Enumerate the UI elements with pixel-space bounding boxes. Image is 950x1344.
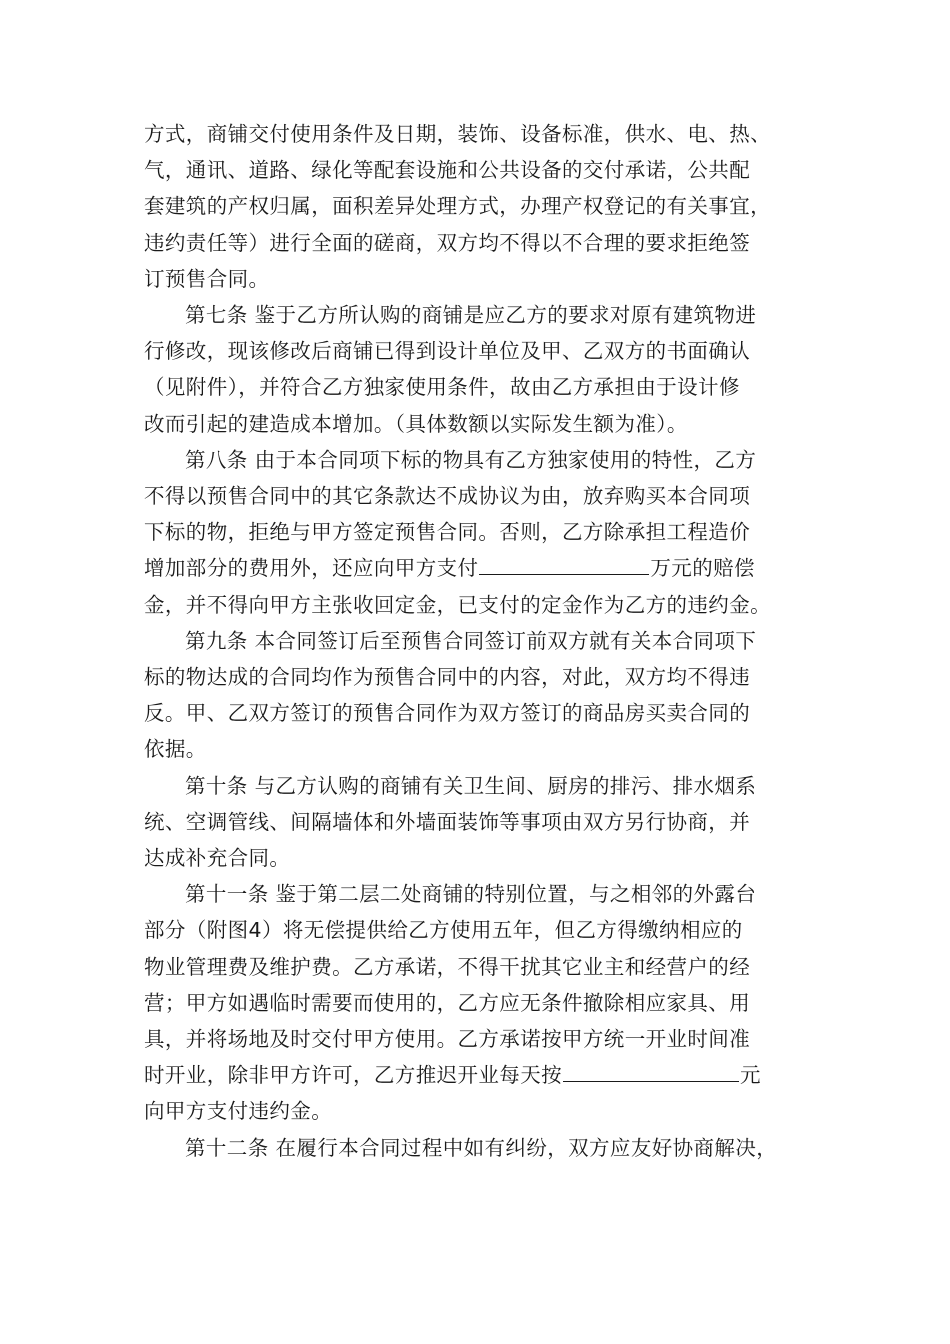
- text-segment: 万元的赔偿: [650, 556, 755, 581]
- text-line: 不得以预售合同中的其它条款达不成协议为由，放弃购买本合同项: [144, 484, 751, 509]
- text-line: 第九条 本合同签订后至预售合同签订前双方就有关本合同项下: [185, 628, 757, 653]
- text-line: 第七条 鉴于乙方所认购的商铺是应乙方的要求对原有建筑物进: [185, 303, 757, 328]
- text-line: 依据。: [144, 737, 207, 762]
- text-line: 部分（附图4）将无偿提供给乙方使用五年，但乙方得缴纳相应的: [144, 918, 743, 943]
- paragraph-article-7: [144, 297, 824, 442]
- text-line: 反。甲、乙双方签订的预售合同作为双方签订的商品房买卖合同的: [144, 701, 751, 726]
- text-line: 第八条 由于本合同项下标的物具有乙方独家使用的特性，乙方: [185, 447, 757, 472]
- text-segment: 时开业，除非甲方许可，乙方推迟开业每天按: [144, 1063, 562, 1088]
- text-line: 套建筑的产权归属，面积差异处理方式，办理产权登记的有关事宜，: [144, 194, 771, 219]
- text-line: 下标的物，拒绝与甲方签定预售合同。否则，乙方除承担工程造价: [144, 520, 751, 545]
- text-line: 物业管理费及维护费。乙方承诺，不得干扰其它业主和经营户的经: [144, 954, 751, 979]
- text-line: 达成补充合同。: [144, 846, 291, 871]
- fill-in-blank: [563, 1059, 739, 1082]
- text-line-with-blank: [144, 550, 824, 586]
- text-segment: 元: [740, 1063, 761, 1088]
- text-line: 具，并将场地及时交付甲方使用。乙方承诺按甲方统一开业时间准: [144, 1027, 751, 1052]
- text-line: 营；甲方如遇临时需要而使用的，乙方应无条件撤除相应家具、用: [144, 990, 751, 1015]
- paragraph-article-8: [144, 442, 824, 623]
- text-line-with-blank: [144, 1057, 824, 1093]
- text-line: 金，并不得向甲方主张收回定金，已支付的定金作为乙方的违约金。: [144, 592, 771, 617]
- text-line: 行修改，现该修改后商铺已得到设计单位及甲、乙双方的书面确认: [144, 339, 751, 364]
- text-line: 第十一条 鉴于第二层二处商铺的特别位置，与之相邻的外露台: [185, 882, 757, 907]
- text-line: 违约责任等）进行全面的磋商，双方均不得以不合理的要求拒绝签: [144, 230, 751, 255]
- text-line: 气，通讯、道路、绿化等配套设施和公共设备的交付承诺，公共配: [144, 158, 751, 183]
- text-line: 改而引起的建造成本增加。（具体数额以实际发生额为准）。: [144, 411, 688, 436]
- document-body: [144, 116, 824, 1166]
- text-line: （见附件），并符合乙方独家使用条件，故由乙方承担由于设计修: [144, 375, 740, 400]
- text-line: 统、空调管线、间隔墙体和外墙面装饰等事项由双方另行协商，并: [144, 809, 751, 834]
- paragraph-article-11: [144, 876, 824, 1129]
- text-line: 第十条 与乙方认购的商铺有关卫生间、厨房的排污、排水烟系: [185, 773, 757, 798]
- text-segment: 增加部分的费用外，还应向甲方支付: [144, 556, 479, 581]
- text-line: 第十二条 在履行本合同过程中如有纠纷，双方应友好协商解决，: [185, 1135, 778, 1160]
- text-line: 订预售合同。: [144, 266, 270, 291]
- text-line: 标的物达成的合同均作为预售合同中的内容，对此，双方均不得违: [144, 665, 751, 690]
- paragraph-article-12: [144, 1130, 824, 1166]
- paragraph-continuation: [144, 116, 824, 297]
- fill-in-blank: [479, 552, 649, 575]
- paragraph-article-9: [144, 623, 824, 768]
- text-line: 方式，商铺交付使用条件及日期，装饰、设备标准，供水、电、热、: [144, 122, 771, 146]
- paragraph-article-10: [144, 768, 824, 877]
- text-line: 向甲方支付违约金。: [144, 1099, 333, 1124]
